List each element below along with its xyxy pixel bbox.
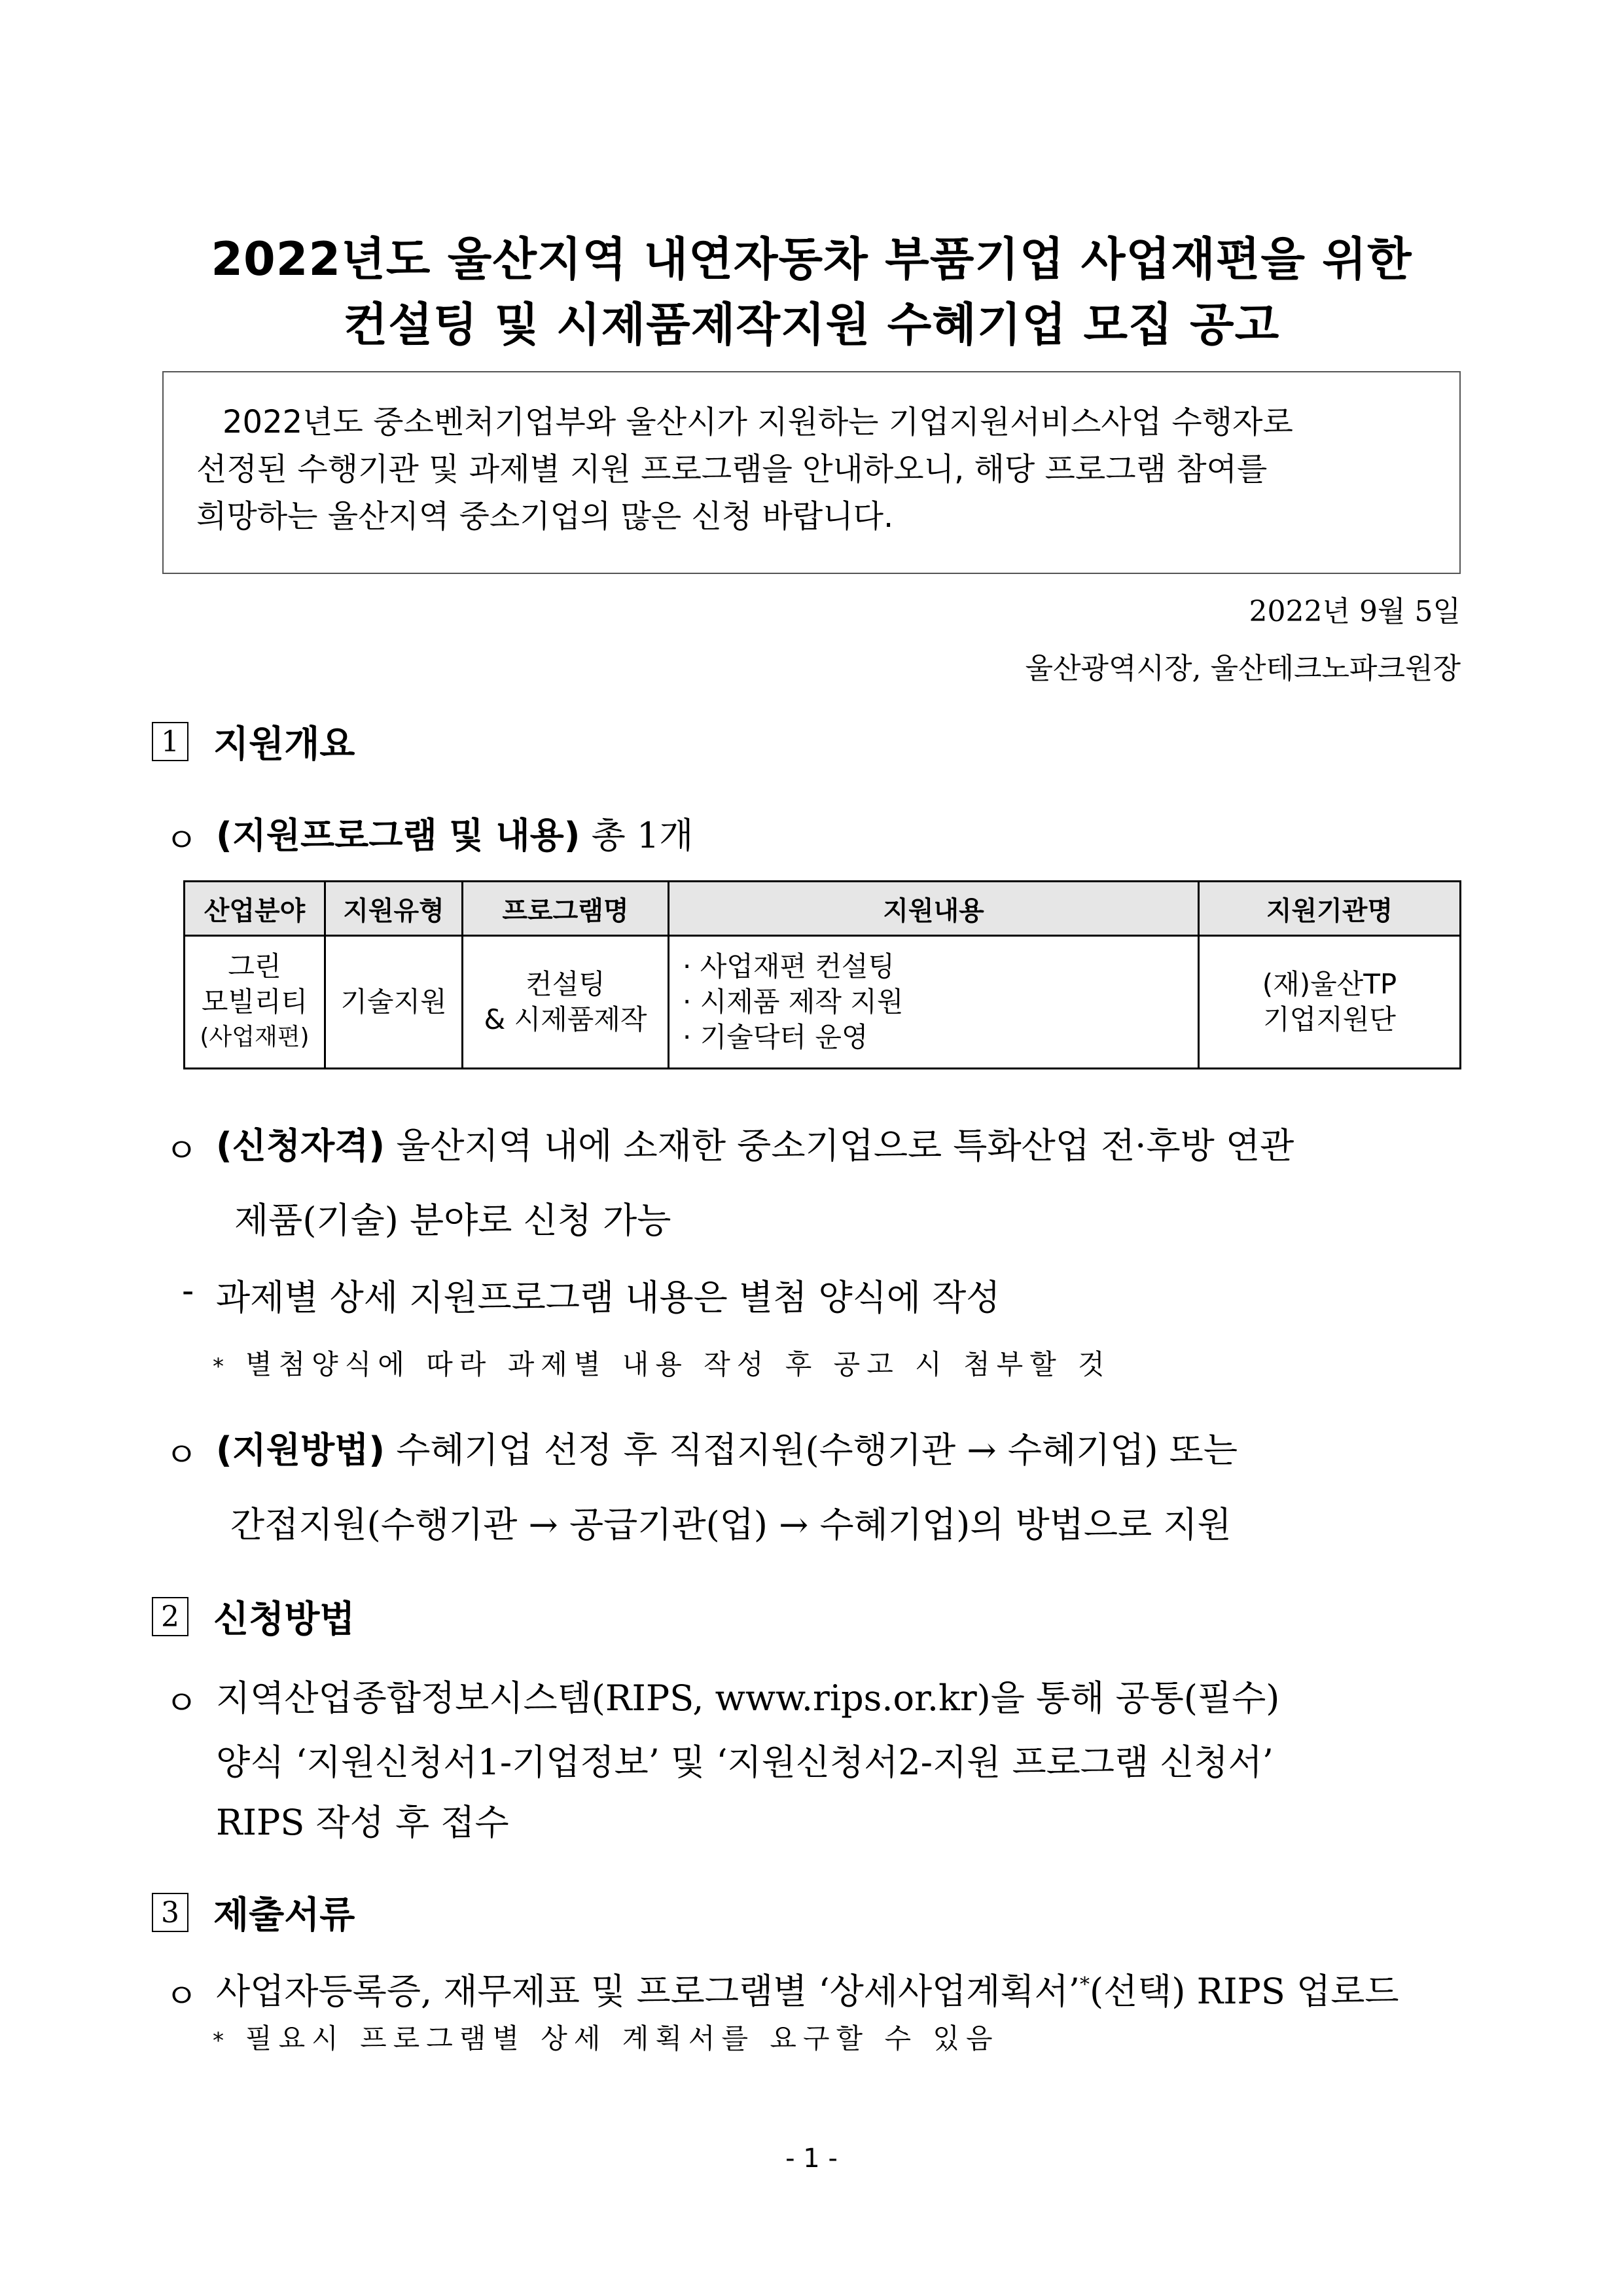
cell-agency: (재)울산TP 기업지원단 xyxy=(1199,936,1461,1069)
bullet-documents: ㅇ xyxy=(165,1977,198,2017)
header-support-content: 지원내용 xyxy=(669,882,1199,936)
section-3-title: 제출서류 xyxy=(213,1894,355,1937)
eligibility-label: (신청자격) xyxy=(216,1125,385,1166)
cell-support-type: 기술지원 xyxy=(325,936,463,1069)
programs-count: 총 1개 xyxy=(591,815,694,856)
section-2-heading xyxy=(152,1590,355,1643)
apply-line-1: 지역산업종합정보시스템(RIPS, www.rips.or.kr)을 통해 공통(필수) xyxy=(216,1677,1280,1719)
note-line-2: * 필요시 프로그램별 상세 계획서를 요구할 수 있음 xyxy=(213,2022,999,2054)
intro-box xyxy=(162,371,1461,574)
note-line-1: * 별첨양식에 따라 과제별 내용 작성 후 공고 시 첨부할 것 xyxy=(213,1348,1111,1380)
programs-label: (지원프로그램 및 내용) xyxy=(216,815,580,856)
notice-issuer: 울산광역시장, 울산테크노파크원장 xyxy=(1025,652,1461,685)
apply-line-2: 양식 ‘지원신청서1-기업정보’ 및 ‘지원신청서2-지원 프로그램 신청서’ xyxy=(216,1742,1274,1783)
eligibility-line-1: (신청자격) 울산지역 내에 소재한 중소기업으로 특화산업 전·후방 연관 xyxy=(216,1125,1294,1166)
section-2-title: 신청방법 xyxy=(213,1598,355,1641)
section-1-title: 지원개요 xyxy=(213,723,355,766)
documents-line: 사업자등록증, 재무제표 및 프로그램별 ‘상세사업계획서’*(선택) RIPS 업로드 xyxy=(216,1971,1399,2012)
bullet-method: ㅇ xyxy=(165,1436,198,1475)
header-industry: 산업분야 xyxy=(185,882,325,936)
table-header-row xyxy=(185,882,1461,936)
table-row xyxy=(185,936,1461,1069)
apply-line-3: RIPS 작성 후 접수 xyxy=(216,1802,509,1843)
eligibility-line-2: 제품(기술) 분야로 신청 가능 xyxy=(234,1200,671,1241)
method-line-1: (지원방법) 수혜기업 선정 후 직접지원(수행기관 → 수혜기업) 또는 xyxy=(216,1429,1238,1471)
title-line-2: 컨설팅 및 시제품제작지원 수혜기업 모집 공고 xyxy=(343,298,1280,351)
bullet-programs: ㅇ xyxy=(165,821,198,861)
intro-line-2: 선정된 수행기관 및 과제별 지원 프로그램을 안내하오니, 해당 프로그램 참여를 xyxy=(196,451,1268,488)
page-number: - 1 - xyxy=(785,2144,838,2174)
section-1-number: 1 xyxy=(152,722,188,761)
program-table xyxy=(183,880,1461,1069)
method-label: (지원방법) xyxy=(216,1429,385,1471)
intro-line-3: 희망하는 울산지역 중소기업의 많은 신청 바랍니다. xyxy=(196,498,894,535)
bullet-eligibility: ㅇ xyxy=(165,1132,198,1171)
header-support-type: 지원유형 xyxy=(325,882,463,936)
section-2-number: 2 xyxy=(152,1597,188,1636)
title-line-1: 2022년도 울산지역 내연자동차 부품기업 사업재편을 위한 xyxy=(211,232,1412,286)
sub-dash: - xyxy=(182,1270,194,1311)
method-line-2: 간접지원(수행기관 → 공급기관(업) → 수혜기업)의 방법으로 지원 xyxy=(230,1504,1232,1545)
header-program-name: 프로그램명 xyxy=(463,882,669,936)
header-agency: 지원기관명 xyxy=(1199,882,1461,936)
cell-industry: 그린 모빌리티 (사업재편) xyxy=(185,936,325,1069)
cell-program-name: 컨설팅 & 시제품제작 xyxy=(463,936,669,1069)
intro-line-1: 2022년도 중소벤처기업부와 울산시가 지원하는 기업지원서비스사업 수행자로 xyxy=(223,404,1293,440)
notice-date: 2022년 9월 5일 xyxy=(1249,595,1461,628)
programs-line xyxy=(216,808,693,858)
bullet-apply: ㅇ xyxy=(165,1684,198,1723)
section-3-number: 3 xyxy=(152,1893,188,1932)
sub-line: 과제별 상세 지원프로그램 내용은 별첨 양식에 작성 xyxy=(216,1277,1001,1318)
section-1-heading xyxy=(152,715,355,768)
section-3-heading xyxy=(152,1886,355,1939)
cell-support-content: · 사업재편 컨설팅 · 시제품 제작 지원 · 기술닥터 운영 xyxy=(669,936,1199,1069)
